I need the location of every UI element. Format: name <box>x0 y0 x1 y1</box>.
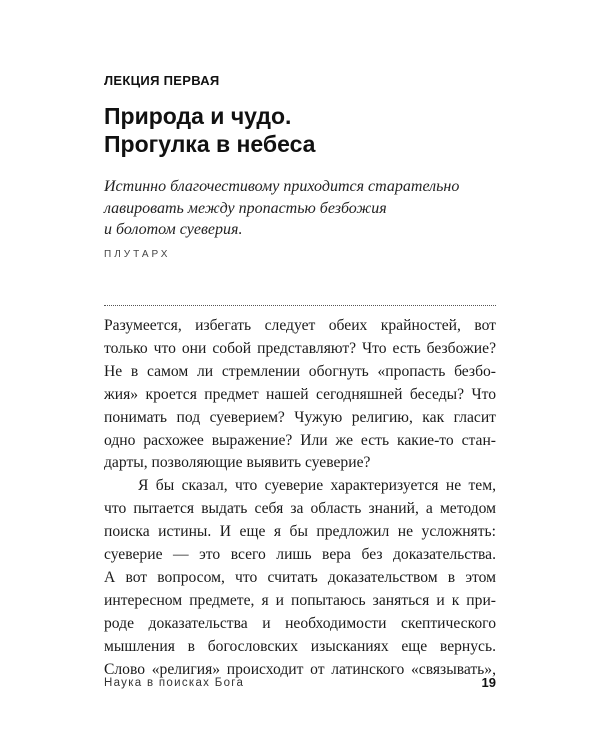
chapter-title <box>104 102 524 158</box>
text-line: понимать под суеверием? Чужую религию, как гласит <box>104 408 496 426</box>
text-line: жия» кроется предмет нашей сегодняшней беседы? Что <box>104 385 496 403</box>
epigraph-quote <box>104 176 504 241</box>
paragraph <box>104 475 496 681</box>
text-line: одно расхожее выражение? Или же есть какие-то стан- <box>104 431 496 449</box>
paragraph <box>104 315 496 475</box>
text-line: суеверие — это всего лишь вера без доказательства. <box>104 546 496 564</box>
text-line: Я бы сказал, что суеверие характеризуется не тем, <box>138 477 496 495</box>
text-line: Разумеется, избегать следует обеих крайностей, вот <box>104 317 496 334</box>
text-line: поиска истины. И еще я бы предложил не усложнять: <box>104 523 496 541</box>
epigraph-author: ПЛУТАРХ <box>104 249 171 260</box>
text-line: А вот вопросом, что считать доказательством в этом <box>104 568 496 586</box>
chapter-label: ЛЕКЦИЯ ПЕРВАЯ <box>104 73 220 88</box>
chapter-title-line: Прогулка в небеса <box>104 131 316 157</box>
text-line: роде доказательства и необходимости скептического <box>104 614 496 632</box>
text-line: только что они собой представляют? Что есть безбожие? <box>104 339 496 357</box>
epigraph-line: Истинно благочестивому приходится старательно <box>104 178 460 195</box>
epigraph-line: и болотом суеверия. <box>104 221 243 238</box>
epigraph-line: лавировать между пропастью безбожия <box>104 199 387 217</box>
chapter-title-line: Природа и чудо. <box>104 103 292 129</box>
text-line: дарты, позволяющие выявить суеверие? <box>104 454 371 472</box>
text-line: мышления в богословских изысканиях еще вернусь. <box>104 637 496 655</box>
text-line: Слово «религия» происходит от латинского «связывать», <box>104 660 496 678</box>
body-text <box>104 315 496 682</box>
running-footer-title: Наука в поисках Бога <box>104 677 245 689</box>
text-line: Не в самом ли стремлении обогнуть «пропасть безбо- <box>104 362 496 380</box>
text-line: интересном предмете, я и попытаюсь заняться и к при- <box>104 591 496 609</box>
dotted-divider <box>104 305 496 306</box>
page-number: 19 <box>481 675 496 690</box>
text-line: что пытается выдать себя за область знаний, а методом <box>104 500 496 518</box>
